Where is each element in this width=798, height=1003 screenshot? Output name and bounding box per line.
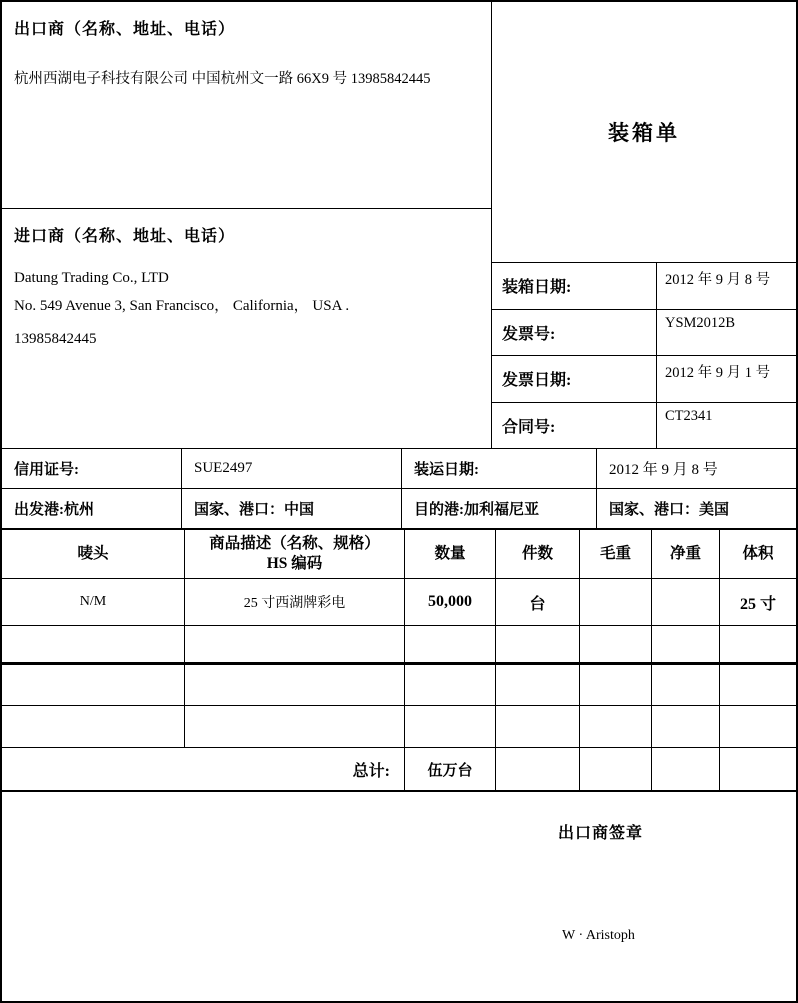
credit-no-value: SUE2497 <box>182 449 402 488</box>
gross-weight-cell <box>580 579 652 625</box>
total-label: 总计: <box>2 748 405 790</box>
signature-section <box>2 792 796 1001</box>
contract-no-label: 合同号: <box>492 403 657 449</box>
description-cell <box>185 665 405 705</box>
exporter-section <box>2 2 491 209</box>
marks-cell <box>2 626 185 662</box>
total-row <box>2 747 796 792</box>
description-cell: 25 寸西湖牌彩电 <box>185 579 405 625</box>
packing-date-value: 2012 年 9 月 8 号 <box>665 272 771 288</box>
contract-no-value: CT2341 <box>665 407 713 424</box>
destination-country-cell: 国家、港口：美国 <box>609 502 730 518</box>
pieces-cell <box>496 626 580 662</box>
quantity-header: 数量 <box>405 530 496 578</box>
importer-phone: 13985842445 <box>14 331 97 347</box>
pieces-cell <box>496 706 580 747</box>
table-row <box>2 625 796 665</box>
gross-weight-cell <box>580 626 652 662</box>
net-weight-cell <box>652 579 720 625</box>
importer-name: Datung Trading Co., LTD <box>14 270 169 286</box>
table-row <box>2 705 796 747</box>
total-net-cell <box>652 748 720 790</box>
marks-cell <box>2 706 185 747</box>
pieces-header: 件数 <box>496 530 580 578</box>
net-weight-cell <box>652 626 720 662</box>
top-section <box>2 2 796 448</box>
importer-label: 进口商（名称、地址、电话） <box>14 228 236 245</box>
goods-table-header <box>2 528 796 578</box>
destination-port-cell: 目的港:加利福尼亚 <box>402 489 597 528</box>
marks-cell <box>2 665 185 705</box>
volume-cell <box>720 665 796 705</box>
page-title: 装箱单 <box>608 121 680 145</box>
contract-no-row <box>492 402 796 449</box>
invoice-date-row <box>492 355 796 402</box>
packing-date-label: 装箱日期: <box>492 263 657 309</box>
shipping-date-value: 2012 年 9 月 8 号 <box>609 462 718 478</box>
volume-cell <box>720 706 796 747</box>
net-weight-cell <box>652 665 720 705</box>
credit-row <box>2 448 796 488</box>
invoice-no-row <box>492 309 796 356</box>
departure-country-cell: 国家、港口：中国 <box>182 489 402 528</box>
invoice-no-value: YSM2012B <box>665 314 736 331</box>
shipping-date-label: 装运日期: <box>402 449 597 488</box>
description-header-line1: 商品描述（名称、规格） <box>209 534 380 552</box>
marks-header: 唛头 <box>2 530 185 578</box>
description-cell <box>185 706 405 747</box>
total-gross-cell <box>580 748 652 790</box>
importer-section <box>2 209 491 448</box>
gross-weight-cell <box>580 706 652 747</box>
exporter-label: 出口商（名称、地址、电话） <box>14 21 236 38</box>
exporter-address: 杭州西湖电子科技有限公司 中国杭州文一路 66X9 号 13985842445 <box>14 71 431 87</box>
volume-cell <box>720 626 796 662</box>
pieces-cell <box>496 665 580 705</box>
invoice-no-label: 发票号: <box>492 310 657 356</box>
pieces-cell: 台 <box>496 579 580 625</box>
table-row <box>2 578 796 625</box>
parties-column <box>2 2 492 448</box>
header-column <box>492 2 796 448</box>
net-weight-cell <box>652 706 720 747</box>
description-header-line2: HS 编码 <box>266 555 323 572</box>
packing-date-row <box>492 262 796 309</box>
exporter-signature-label: 出口商签章 <box>558 825 644 842</box>
quantity-cell <box>405 665 496 705</box>
marks-cell: N/M <box>2 579 185 625</box>
total-volume-cell <box>720 748 796 790</box>
quantity-cell <box>405 626 496 662</box>
ports-row <box>2 488 796 528</box>
departure-port-cell: 出发港:杭州 <box>2 489 182 528</box>
credit-no-label: 信用证号: <box>2 449 182 488</box>
invoice-date-value: 2012 年 9 月 1 号 <box>665 365 771 381</box>
volume-header: 体积 <box>742 544 774 562</box>
gross-weight-header: 毛重 <box>580 530 652 578</box>
shipment-info-table <box>492 262 796 448</box>
table-row <box>2 665 796 705</box>
importer-address: No. 549 Avenue 3, San Francisco， California， USA . <box>14 298 350 314</box>
gross-weight-cell <box>580 665 652 705</box>
invoice-date-label: 发票日期: <box>492 356 657 402</box>
exporter-signature-name: W · Aristoph <box>562 928 635 943</box>
quantity-cell: 50,000 <box>405 579 496 625</box>
total-quantity-cell: 伍万台 <box>405 748 496 790</box>
description-cell <box>185 626 405 662</box>
net-weight-header: 净重 <box>652 530 720 578</box>
total-pieces-cell <box>496 748 580 790</box>
description-header <box>185 530 405 578</box>
quantity-cell <box>405 706 496 747</box>
volume-cell: 25 寸 <box>739 595 776 613</box>
